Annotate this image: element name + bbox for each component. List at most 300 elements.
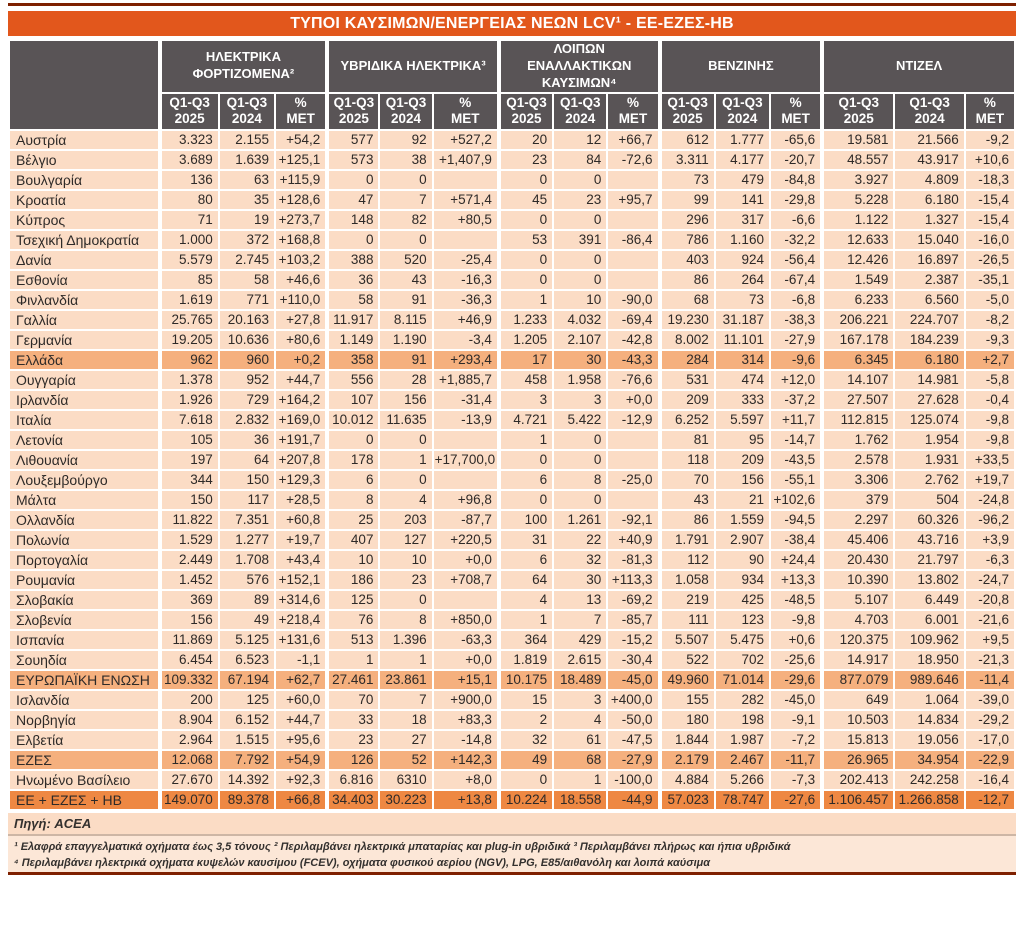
value-cell: 11.917 bbox=[327, 310, 379, 330]
value-cell: 20 bbox=[499, 130, 553, 150]
value-cell: 7 bbox=[379, 190, 432, 210]
value-cell: -21,3 bbox=[965, 650, 1015, 670]
sub-column-header: Q1-Q3 2024 bbox=[553, 93, 607, 130]
value-cell: -14,7 bbox=[770, 430, 822, 450]
table-row bbox=[9, 670, 1015, 690]
table-row bbox=[9, 470, 1015, 490]
value-cell: 71 bbox=[160, 210, 219, 230]
value-cell: +12,0 bbox=[770, 370, 822, 390]
value-cell: 34.403 bbox=[327, 790, 379, 810]
value-cell: 45.406 bbox=[822, 530, 894, 550]
value-cell: -5,8 bbox=[965, 370, 1015, 390]
value-cell: 1.452 bbox=[160, 570, 219, 590]
value-cell: 10 bbox=[553, 290, 607, 310]
value-cell: 0 bbox=[553, 490, 607, 510]
value-cell: +1,407,9 bbox=[433, 150, 499, 170]
column-group-2: ΥΒΡΙΔΙΚΑ ΗΛΕΚΤΡΙΚΑ³ bbox=[327, 40, 499, 93]
value-cell bbox=[607, 250, 659, 270]
row-label: Εσθονία bbox=[9, 270, 160, 290]
value-cell: 49 bbox=[499, 750, 553, 770]
value-cell: 53 bbox=[499, 230, 553, 250]
value-cell: 18.950 bbox=[894, 650, 964, 670]
value-cell: 6.252 bbox=[660, 410, 715, 430]
value-cell: 1 bbox=[379, 450, 432, 470]
value-cell: 125.074 bbox=[894, 410, 964, 430]
table-row bbox=[9, 450, 1015, 470]
row-label: Σλοβενία bbox=[9, 610, 160, 630]
value-cell: -9,6 bbox=[770, 350, 822, 370]
value-cell: 148 bbox=[327, 210, 379, 230]
value-cell: 1.987 bbox=[715, 730, 770, 750]
value-cell: 0 bbox=[327, 230, 379, 250]
value-cell: -9,8 bbox=[965, 430, 1015, 450]
value-cell: +900,0 bbox=[433, 690, 499, 710]
value-cell: 6.180 bbox=[894, 190, 964, 210]
value-cell: -25,6 bbox=[770, 650, 822, 670]
value-cell: -11,4 bbox=[965, 670, 1015, 690]
value-cell: 282 bbox=[715, 690, 770, 710]
value-cell: 0 bbox=[327, 430, 379, 450]
value-cell: +43,4 bbox=[275, 550, 327, 570]
value-cell: +28,5 bbox=[275, 490, 327, 510]
value-cell: 8.115 bbox=[379, 310, 432, 330]
value-cell: 64 bbox=[219, 450, 275, 470]
value-cell: -69,4 bbox=[607, 310, 659, 330]
value-cell: 68 bbox=[660, 290, 715, 310]
value-cell: 0 bbox=[379, 170, 432, 190]
value-cell: +191,7 bbox=[275, 430, 327, 450]
value-cell: +95,7 bbox=[607, 190, 659, 210]
value-cell: 43.917 bbox=[894, 150, 964, 170]
value-cell: 0 bbox=[553, 170, 607, 190]
value-cell: 92 bbox=[379, 130, 432, 150]
value-cell: -37,2 bbox=[770, 390, 822, 410]
value-cell: +708,7 bbox=[433, 570, 499, 590]
value-cell: 14.834 bbox=[894, 710, 964, 730]
value-cell: 70 bbox=[660, 470, 715, 490]
value-cell: 11.869 bbox=[160, 630, 219, 650]
value-cell: 771 bbox=[219, 290, 275, 310]
row-label: Ιταλία bbox=[9, 410, 160, 430]
value-cell: -27,6 bbox=[770, 790, 822, 810]
value-cell: 8 bbox=[327, 490, 379, 510]
value-cell: 15.813 bbox=[822, 730, 894, 750]
value-cell: 1.619 bbox=[160, 290, 219, 310]
value-cell: -6,6 bbox=[770, 210, 822, 230]
value-cell: -21,6 bbox=[965, 610, 1015, 630]
value-cell: 19.230 bbox=[660, 310, 715, 330]
value-cell: 200 bbox=[160, 690, 219, 710]
column-group-3: ΛΟΙΠΩΝ ΕΝΑΛΛΑΚΤΙΚΩΝ ΚΑΥΣΙΜΩΝ⁴ bbox=[499, 40, 660, 93]
value-cell: -44,9 bbox=[607, 790, 659, 810]
value-cell: 4 bbox=[553, 710, 607, 730]
value-cell: 127 bbox=[379, 530, 432, 550]
value-cell: -32,2 bbox=[770, 230, 822, 250]
value-cell: -84,8 bbox=[770, 170, 822, 190]
value-cell: 23 bbox=[499, 150, 553, 170]
value-cell: 219 bbox=[660, 590, 715, 610]
value-cell: 10 bbox=[327, 550, 379, 570]
value-cell: 13 bbox=[553, 590, 607, 610]
value-cell: 5.228 bbox=[822, 190, 894, 210]
value-cell: 531 bbox=[660, 370, 715, 390]
value-cell: 5.507 bbox=[660, 630, 715, 650]
value-cell: 31.187 bbox=[715, 310, 770, 330]
value-cell: -20,8 bbox=[965, 590, 1015, 610]
value-cell: 38 bbox=[379, 150, 432, 170]
value-cell: 0 bbox=[499, 490, 553, 510]
value-cell: 3.306 bbox=[822, 470, 894, 490]
value-cell: 6.816 bbox=[327, 770, 379, 790]
value-cell: +113,3 bbox=[607, 570, 659, 590]
value-cell: +13,8 bbox=[433, 790, 499, 810]
value-cell: -36,3 bbox=[433, 290, 499, 310]
value-cell: 1.762 bbox=[822, 430, 894, 450]
corner-cell bbox=[9, 40, 160, 130]
value-cell: 21 bbox=[715, 490, 770, 510]
value-cell: -92,1 bbox=[607, 510, 659, 530]
value-cell: +218,4 bbox=[275, 610, 327, 630]
value-cell: -81,3 bbox=[607, 550, 659, 570]
value-cell: 296 bbox=[660, 210, 715, 230]
value-cell: 117 bbox=[219, 490, 275, 510]
value-cell: 284 bbox=[660, 350, 715, 370]
value-cell: -6,3 bbox=[965, 550, 1015, 570]
value-cell: 962 bbox=[160, 350, 219, 370]
table-row bbox=[9, 790, 1015, 810]
value-cell: -24,7 bbox=[965, 570, 1015, 590]
value-cell: -15,4 bbox=[965, 210, 1015, 230]
value-cell: 6.523 bbox=[219, 650, 275, 670]
value-cell: -45,0 bbox=[770, 690, 822, 710]
value-cell: 61 bbox=[553, 730, 607, 750]
value-cell bbox=[607, 430, 659, 450]
value-cell: -9,3 bbox=[965, 330, 1015, 350]
value-cell: 2.107 bbox=[553, 330, 607, 350]
value-cell: 1 bbox=[499, 430, 553, 450]
table-row bbox=[9, 630, 1015, 650]
table-row bbox=[9, 270, 1015, 290]
value-cell: 479 bbox=[715, 170, 770, 190]
value-cell: 317 bbox=[715, 210, 770, 230]
value-cell: 73 bbox=[660, 170, 715, 190]
sub-column-header: Q1-Q3 2024 bbox=[894, 93, 964, 130]
value-cell: +125,1 bbox=[275, 150, 327, 170]
value-cell: 17 bbox=[499, 350, 553, 370]
value-cell: 3.689 bbox=[160, 150, 219, 170]
sub-column-header: % ΜΕΤ bbox=[275, 93, 327, 130]
value-cell: -15,4 bbox=[965, 190, 1015, 210]
value-cell: 150 bbox=[219, 470, 275, 490]
value-cell: 141 bbox=[715, 190, 770, 210]
value-cell: -16,4 bbox=[965, 770, 1015, 790]
value-cell: 1.819 bbox=[499, 650, 553, 670]
value-cell: +60,0 bbox=[275, 690, 327, 710]
value-cell: -25,0 bbox=[607, 470, 659, 490]
value-cell: 612 bbox=[660, 130, 715, 150]
value-cell: +102,6 bbox=[770, 490, 822, 510]
value-cell: -96,2 bbox=[965, 510, 1015, 530]
value-cell: 178 bbox=[327, 450, 379, 470]
value-cell: +400,0 bbox=[607, 690, 659, 710]
value-cell: -6,8 bbox=[770, 290, 822, 310]
value-cell: 2.449 bbox=[160, 550, 219, 570]
value-cell: -65,6 bbox=[770, 130, 822, 150]
value-cell: 1.064 bbox=[894, 690, 964, 710]
row-label: Γερμανία bbox=[9, 330, 160, 350]
value-cell: 125 bbox=[327, 590, 379, 610]
value-cell: 458 bbox=[499, 370, 553, 390]
value-cell: 6.560 bbox=[894, 290, 964, 310]
value-cell: -27,9 bbox=[607, 750, 659, 770]
value-cell: 111 bbox=[660, 610, 715, 630]
value-cell: 6.454 bbox=[160, 650, 219, 670]
value-cell: 7.351 bbox=[219, 510, 275, 530]
value-cell: 186 bbox=[327, 570, 379, 590]
value-cell: 23 bbox=[379, 570, 432, 590]
value-cell: 1.233 bbox=[499, 310, 553, 330]
value-cell: 49.960 bbox=[660, 670, 715, 690]
value-cell: -5,0 bbox=[965, 290, 1015, 310]
value-cell: 4.032 bbox=[553, 310, 607, 330]
value-cell: 0 bbox=[327, 170, 379, 190]
value-cell: 85 bbox=[160, 270, 219, 290]
value-cell: 10.012 bbox=[327, 410, 379, 430]
value-cell: 4 bbox=[379, 490, 432, 510]
value-cell: 934 bbox=[715, 570, 770, 590]
table-row bbox=[9, 530, 1015, 550]
value-cell: 1.122 bbox=[822, 210, 894, 230]
value-cell: 0 bbox=[499, 450, 553, 470]
table-row bbox=[9, 210, 1015, 230]
row-label: Ισπανία bbox=[9, 630, 160, 650]
row-label: Βέλγιο bbox=[9, 150, 160, 170]
footnote-line-2: ⁴ Περιλαμβάνει ηλεκτρικά οχήματα κυψελών καυσίμου (FCEV), οχήματα φυσικού αερίου (NGV), LPG, E85/αιθανόλη και λοιπά καύσιμα bbox=[14, 856, 711, 869]
value-cell: 2.745 bbox=[219, 250, 275, 270]
value-cell: -29,2 bbox=[965, 710, 1015, 730]
value-cell: 27 bbox=[379, 730, 432, 750]
value-cell: 184.239 bbox=[894, 330, 964, 350]
value-cell: +80,5 bbox=[433, 210, 499, 230]
value-cell: 14.392 bbox=[219, 770, 275, 790]
value-cell: 2.297 bbox=[822, 510, 894, 530]
value-cell: 12 bbox=[553, 130, 607, 150]
value-cell: 11.822 bbox=[160, 510, 219, 530]
value-cell: 209 bbox=[715, 450, 770, 470]
value-cell: 924 bbox=[715, 250, 770, 270]
value-cell: 7.618 bbox=[160, 410, 219, 430]
value-cell: +293,4 bbox=[433, 350, 499, 370]
row-label: Ρουμανία bbox=[9, 570, 160, 590]
value-cell: 952 bbox=[219, 370, 275, 390]
value-cell: 1.106.457 bbox=[822, 790, 894, 810]
value-cell: 14.917 bbox=[822, 650, 894, 670]
value-cell: 391 bbox=[553, 230, 607, 250]
value-cell: 5.579 bbox=[160, 250, 219, 270]
value-cell: 10.503 bbox=[822, 710, 894, 730]
value-cell: 5.475 bbox=[715, 630, 770, 650]
sub-column-header: % ΜΕΤ bbox=[433, 93, 499, 130]
column-group-header-row bbox=[9, 40, 1015, 93]
value-cell: +62,7 bbox=[275, 670, 327, 690]
value-cell: 21.566 bbox=[894, 130, 964, 150]
column-group-5: ΝΤΙΖΕΛ bbox=[822, 40, 1015, 93]
value-cell bbox=[607, 450, 659, 470]
value-cell: 43.716 bbox=[894, 530, 964, 550]
value-cell: -7,2 bbox=[770, 730, 822, 750]
value-cell: 12.426 bbox=[822, 250, 894, 270]
value-cell bbox=[607, 490, 659, 510]
row-label: Ισλανδία bbox=[9, 690, 160, 710]
row-label: Πολωνία bbox=[9, 530, 160, 550]
value-cell: 6.449 bbox=[894, 590, 964, 610]
value-cell: +850,0 bbox=[433, 610, 499, 630]
value-cell: -30,4 bbox=[607, 650, 659, 670]
value-cell: 1.327 bbox=[894, 210, 964, 230]
value-cell: +103,2 bbox=[275, 250, 327, 270]
value-cell: 86 bbox=[660, 510, 715, 530]
value-cell: +8,0 bbox=[433, 770, 499, 790]
value-cell: 1.639 bbox=[219, 150, 275, 170]
value-cell: 1.931 bbox=[894, 450, 964, 470]
value-cell: 576 bbox=[219, 570, 275, 590]
value-cell: +168,8 bbox=[275, 230, 327, 250]
value-cell: 0 bbox=[379, 590, 432, 610]
sub-column-header: Q1-Q3 2024 bbox=[219, 93, 275, 130]
value-cell: +152,1 bbox=[275, 570, 327, 590]
table-row bbox=[9, 710, 1015, 730]
value-cell: 702 bbox=[715, 650, 770, 670]
value-cell: +60,8 bbox=[275, 510, 327, 530]
value-cell: +46,6 bbox=[275, 270, 327, 290]
value-cell: 19.205 bbox=[160, 330, 219, 350]
row-label: Ιρλανδία bbox=[9, 390, 160, 410]
value-cell: 11.101 bbox=[715, 330, 770, 350]
value-cell: -26,5 bbox=[965, 250, 1015, 270]
table-row bbox=[9, 570, 1015, 590]
row-label: Λετονία bbox=[9, 430, 160, 450]
value-cell: +13,3 bbox=[770, 570, 822, 590]
value-cell: 2.762 bbox=[894, 470, 964, 490]
value-cell: 1 bbox=[553, 770, 607, 790]
value-cell: 3.311 bbox=[660, 150, 715, 170]
value-cell: +273,7 bbox=[275, 210, 327, 230]
table-row bbox=[9, 290, 1015, 310]
value-cell: 2.832 bbox=[219, 410, 275, 430]
table-row bbox=[9, 750, 1015, 770]
value-cell: 2 bbox=[499, 710, 553, 730]
value-cell: 314 bbox=[715, 350, 770, 370]
value-cell: 0 bbox=[553, 430, 607, 450]
value-cell: 5.597 bbox=[715, 410, 770, 430]
value-cell: -16,3 bbox=[433, 270, 499, 290]
value-cell: 504 bbox=[894, 490, 964, 510]
value-cell: 6 bbox=[499, 550, 553, 570]
value-cell: 156 bbox=[379, 390, 432, 410]
value-cell: 25 bbox=[327, 510, 379, 530]
value-cell: 333 bbox=[715, 390, 770, 410]
value-cell: +83,3 bbox=[433, 710, 499, 730]
column-group-4: ΒΕΝΖΙΝΗΣ bbox=[660, 40, 823, 93]
value-cell: 19 bbox=[219, 210, 275, 230]
value-cell: 19.056 bbox=[894, 730, 964, 750]
value-cell: 70 bbox=[327, 690, 379, 710]
value-cell: 6 bbox=[327, 470, 379, 490]
value-cell: 22 bbox=[553, 530, 607, 550]
value-cell: +44,7 bbox=[275, 370, 327, 390]
row-label: Σουηδία bbox=[9, 650, 160, 670]
value-cell: -3,4 bbox=[433, 330, 499, 350]
fuel-types-table bbox=[8, 39, 1016, 811]
value-cell: 60.326 bbox=[894, 510, 964, 530]
value-cell: 118 bbox=[660, 450, 715, 470]
value-cell: +46,9 bbox=[433, 310, 499, 330]
value-cell: 126 bbox=[327, 750, 379, 770]
value-cell: 23 bbox=[553, 190, 607, 210]
value-cell: -48,5 bbox=[770, 590, 822, 610]
value-cell: 109.332 bbox=[160, 670, 219, 690]
value-cell: +131,6 bbox=[275, 630, 327, 650]
column-group-1: ΗΛΕΚΤΡΙΚΑ ΦΟΡΤΙΖΟΜΕΝΑ² bbox=[160, 40, 328, 93]
value-cell: 26.965 bbox=[822, 750, 894, 770]
row-label: Σλοβακία bbox=[9, 590, 160, 610]
value-cell: 8.002 bbox=[660, 330, 715, 350]
value-cell: 28 bbox=[379, 370, 432, 390]
table-row bbox=[9, 250, 1015, 270]
value-cell: +11,7 bbox=[770, 410, 822, 430]
value-cell: -86,4 bbox=[607, 230, 659, 250]
value-cell: 1.926 bbox=[160, 390, 219, 410]
value-cell: 6310 bbox=[379, 770, 432, 790]
value-cell: -100,0 bbox=[607, 770, 659, 790]
value-cell: 32 bbox=[553, 550, 607, 570]
value-cell: 27.461 bbox=[327, 670, 379, 690]
value-cell: 112 bbox=[660, 550, 715, 570]
value-cell: -9,8 bbox=[770, 610, 822, 630]
value-cell: 10.224 bbox=[499, 790, 553, 810]
value-cell: 2.964 bbox=[160, 730, 219, 750]
value-cell: 27.628 bbox=[894, 390, 964, 410]
value-cell: 1.000 bbox=[160, 230, 219, 250]
value-cell: 1.559 bbox=[715, 510, 770, 530]
value-cell: 3 bbox=[553, 690, 607, 710]
value-cell: +571,4 bbox=[433, 190, 499, 210]
table-row bbox=[9, 770, 1015, 790]
value-cell: -7,3 bbox=[770, 770, 822, 790]
value-cell: -12,9 bbox=[607, 410, 659, 430]
table-row bbox=[9, 730, 1015, 750]
value-cell: 15 bbox=[499, 690, 553, 710]
value-cell: +0,0 bbox=[607, 390, 659, 410]
value-cell: 10.636 bbox=[219, 330, 275, 350]
value-cell: 76 bbox=[327, 610, 379, 630]
value-cell: +0,2 bbox=[275, 350, 327, 370]
value-cell: 729 bbox=[219, 390, 275, 410]
value-cell: 0 bbox=[499, 270, 553, 290]
value-cell: 35 bbox=[219, 190, 275, 210]
value-cell: 89.378 bbox=[219, 790, 275, 810]
value-cell: 14.107 bbox=[822, 370, 894, 390]
value-cell: 91 bbox=[379, 290, 432, 310]
value-cell: 23.861 bbox=[379, 670, 432, 690]
value-cell: 1.266.858 bbox=[894, 790, 964, 810]
value-cell: 58 bbox=[219, 270, 275, 290]
value-cell: 107 bbox=[327, 390, 379, 410]
value-cell: 67.194 bbox=[219, 670, 275, 690]
value-cell: 429 bbox=[553, 630, 607, 650]
value-cell: 20.163 bbox=[219, 310, 275, 330]
value-cell: 364 bbox=[499, 630, 553, 650]
